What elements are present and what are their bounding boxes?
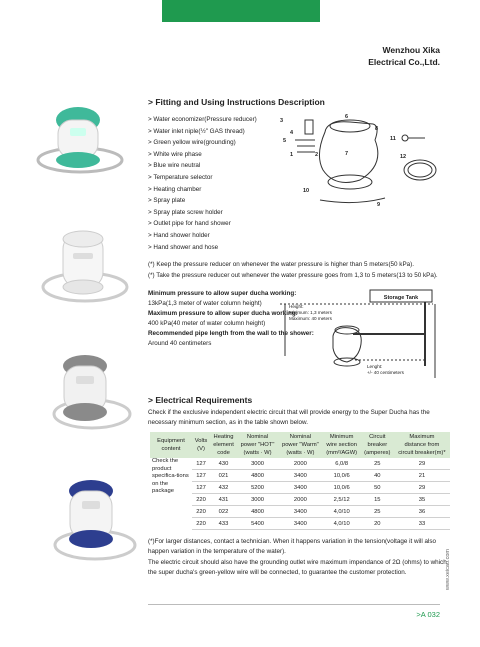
- col-header-breaker: Circuit breaker (amperes): [361, 432, 394, 458]
- diagram-number: 9: [377, 202, 381, 208]
- side-url: www.xeicao.com: [445, 549, 451, 590]
- max-pressure-label: Maximum pressure to allow super ducha working:: [148, 310, 298, 317]
- diagram-number: 5: [283, 138, 287, 144]
- col-header-power-warm: Nominal power "Warm" (watts · W): [278, 432, 322, 458]
- list-item: > White wire phase: [148, 150, 202, 158]
- list-item: > Spray plate screw holder: [148, 208, 223, 216]
- height-max: Maximum: 40 meters: [289, 316, 332, 321]
- page-number: >A 032: [416, 610, 440, 619]
- diagram-number: 12: [400, 154, 407, 160]
- col-header-volts: Volts (V): [192, 432, 210, 458]
- table-row: 220 433 5400 3400 4,0/10 20 33: [150, 518, 450, 530]
- pipe-length-label: Recommended pipe length from the wall to the shower:: [148, 330, 314, 337]
- electrical-intro: Check if the exclusive independent electric circuit that will provide energy to the Super Ducha has the necessary minimum section, as in the table shown below.: [148, 409, 430, 426]
- header-green-band: [162, 0, 320, 22]
- table-row: 127 432 5200 3400 10,0/6 50 29: [150, 482, 450, 494]
- pressure-reducer-note-2: (*) Take the pressure reducer out whenever the water pressure goes from 1,3 to 5 meters(13 to 50 kPa).: [148, 272, 438, 279]
- electrical-section-title: > Electrical Requirements: [148, 395, 253, 405]
- diagram-number: 4: [290, 130, 294, 136]
- list-item: > Temperature selector: [148, 173, 213, 181]
- col-header-power-hot: Nominal power "HOT" (watts · W): [237, 432, 278, 458]
- row-label: Check the product specifica-tions on the package: [152, 458, 189, 494]
- max-pressure-value: 400 kPa(40 meter of water column height): [148, 320, 266, 327]
- list-item: > Green yellow wire(grounding): [148, 139, 236, 147]
- diagram-number: 8: [375, 126, 379, 132]
- col-header-wire: Minimum wire section (mm²/AGW): [323, 432, 361, 458]
- heater-image-blue: [45, 475, 140, 565]
- height-min: Minimum: 1,3 meters: [289, 310, 332, 315]
- fitting-section-title: > Fitting and Using Instructions Description: [148, 97, 325, 107]
- heater-image-white: [35, 225, 130, 310]
- diagram-number: 11: [390, 136, 396, 142]
- col-header-equipment: Equipment content: [150, 432, 192, 458]
- electrical-spec-table: [150, 432, 450, 530]
- list-item: > Water economizer(Pressure reducer): [148, 116, 257, 123]
- footer-divider: [148, 604, 440, 605]
- list-item: > Heating chamber: [148, 185, 202, 193]
- diagram-number: 6: [345, 114, 349, 120]
- diagram-number: 7: [345, 151, 349, 157]
- company-name: [368, 44, 440, 68]
- diagram-number: 2: [315, 152, 319, 158]
- heater-image-green: [30, 100, 125, 180]
- table-row: 220 022 4800 3400 4,0/10 25 36: [150, 506, 450, 518]
- height-label: Height:: [289, 304, 304, 309]
- length-label: Lenght:: [367, 364, 383, 369]
- fitting-parts-list: [148, 114, 257, 253]
- diagram-number: 3: [280, 118, 284, 124]
- diagram-number: 10: [303, 188, 310, 194]
- company-line2: Electrical Co.,Ltd.: [368, 57, 440, 67]
- exploded-parts-diagram: [275, 110, 445, 210]
- table-row: Check the product specifica-tions on the package 127 430 3000 2000 6,0/8 25 29: [150, 458, 450, 470]
- list-item: > Hand shower holder: [148, 231, 210, 239]
- list-item: > Blue wire neutral: [148, 162, 201, 170]
- list-item: > Water inlet niple(½" GAS thread): [148, 127, 245, 135]
- list-item: > Outlet pipe for hand shower: [148, 220, 231, 228]
- col-header-distance: Maximum distance from circuit breaker(m)*: [394, 432, 450, 458]
- company-line1: Wenzhou Xika: [382, 45, 440, 55]
- installation-diagram: [275, 286, 445, 386]
- list-item: > Spray plate: [148, 197, 186, 205]
- heater-image-grey: [40, 350, 135, 435]
- col-header-heating: Heating element code: [210, 432, 237, 458]
- table-row: 127 021 4800 3400 10,0/6 40 21: [150, 470, 450, 482]
- list-item: > Hand shower and hose: [148, 243, 219, 251]
- table-header-row: [150, 432, 450, 458]
- diagram-number: 1: [290, 152, 294, 158]
- pipe-length-value: Around 40 centimeters: [148, 340, 212, 347]
- grounding-note: The electric circuit should also have the grounding outlet wire maximum impendance of 2Ω (ohms) to which the super ducha's green-yellow wire will be connected, to guarantee the customer protection.: [148, 559, 447, 576]
- min-pressure-value: 13kPa(1,3 meter of water column height): [148, 300, 262, 307]
- pressure-reducer-note-1: (*) Keep the pressure reducer on whenever the water pressure is higher than 5 meters(50 kPa).: [148, 261, 415, 268]
- storage-tank-label: Storage Tank: [383, 295, 419, 301]
- table-row: 220 431 3000 2000 2,5/12 15 35: [150, 494, 450, 506]
- distance-note: (*)For larger distances, contact a technician. When it happens variation in the tension(voltage it will also happen variation in the temperature of the water).: [148, 538, 437, 555]
- min-pressure-label: Minimum pressure to allow super ducha working:: [148, 290, 297, 297]
- length-value: +/- 40 centimeters: [367, 370, 404, 375]
